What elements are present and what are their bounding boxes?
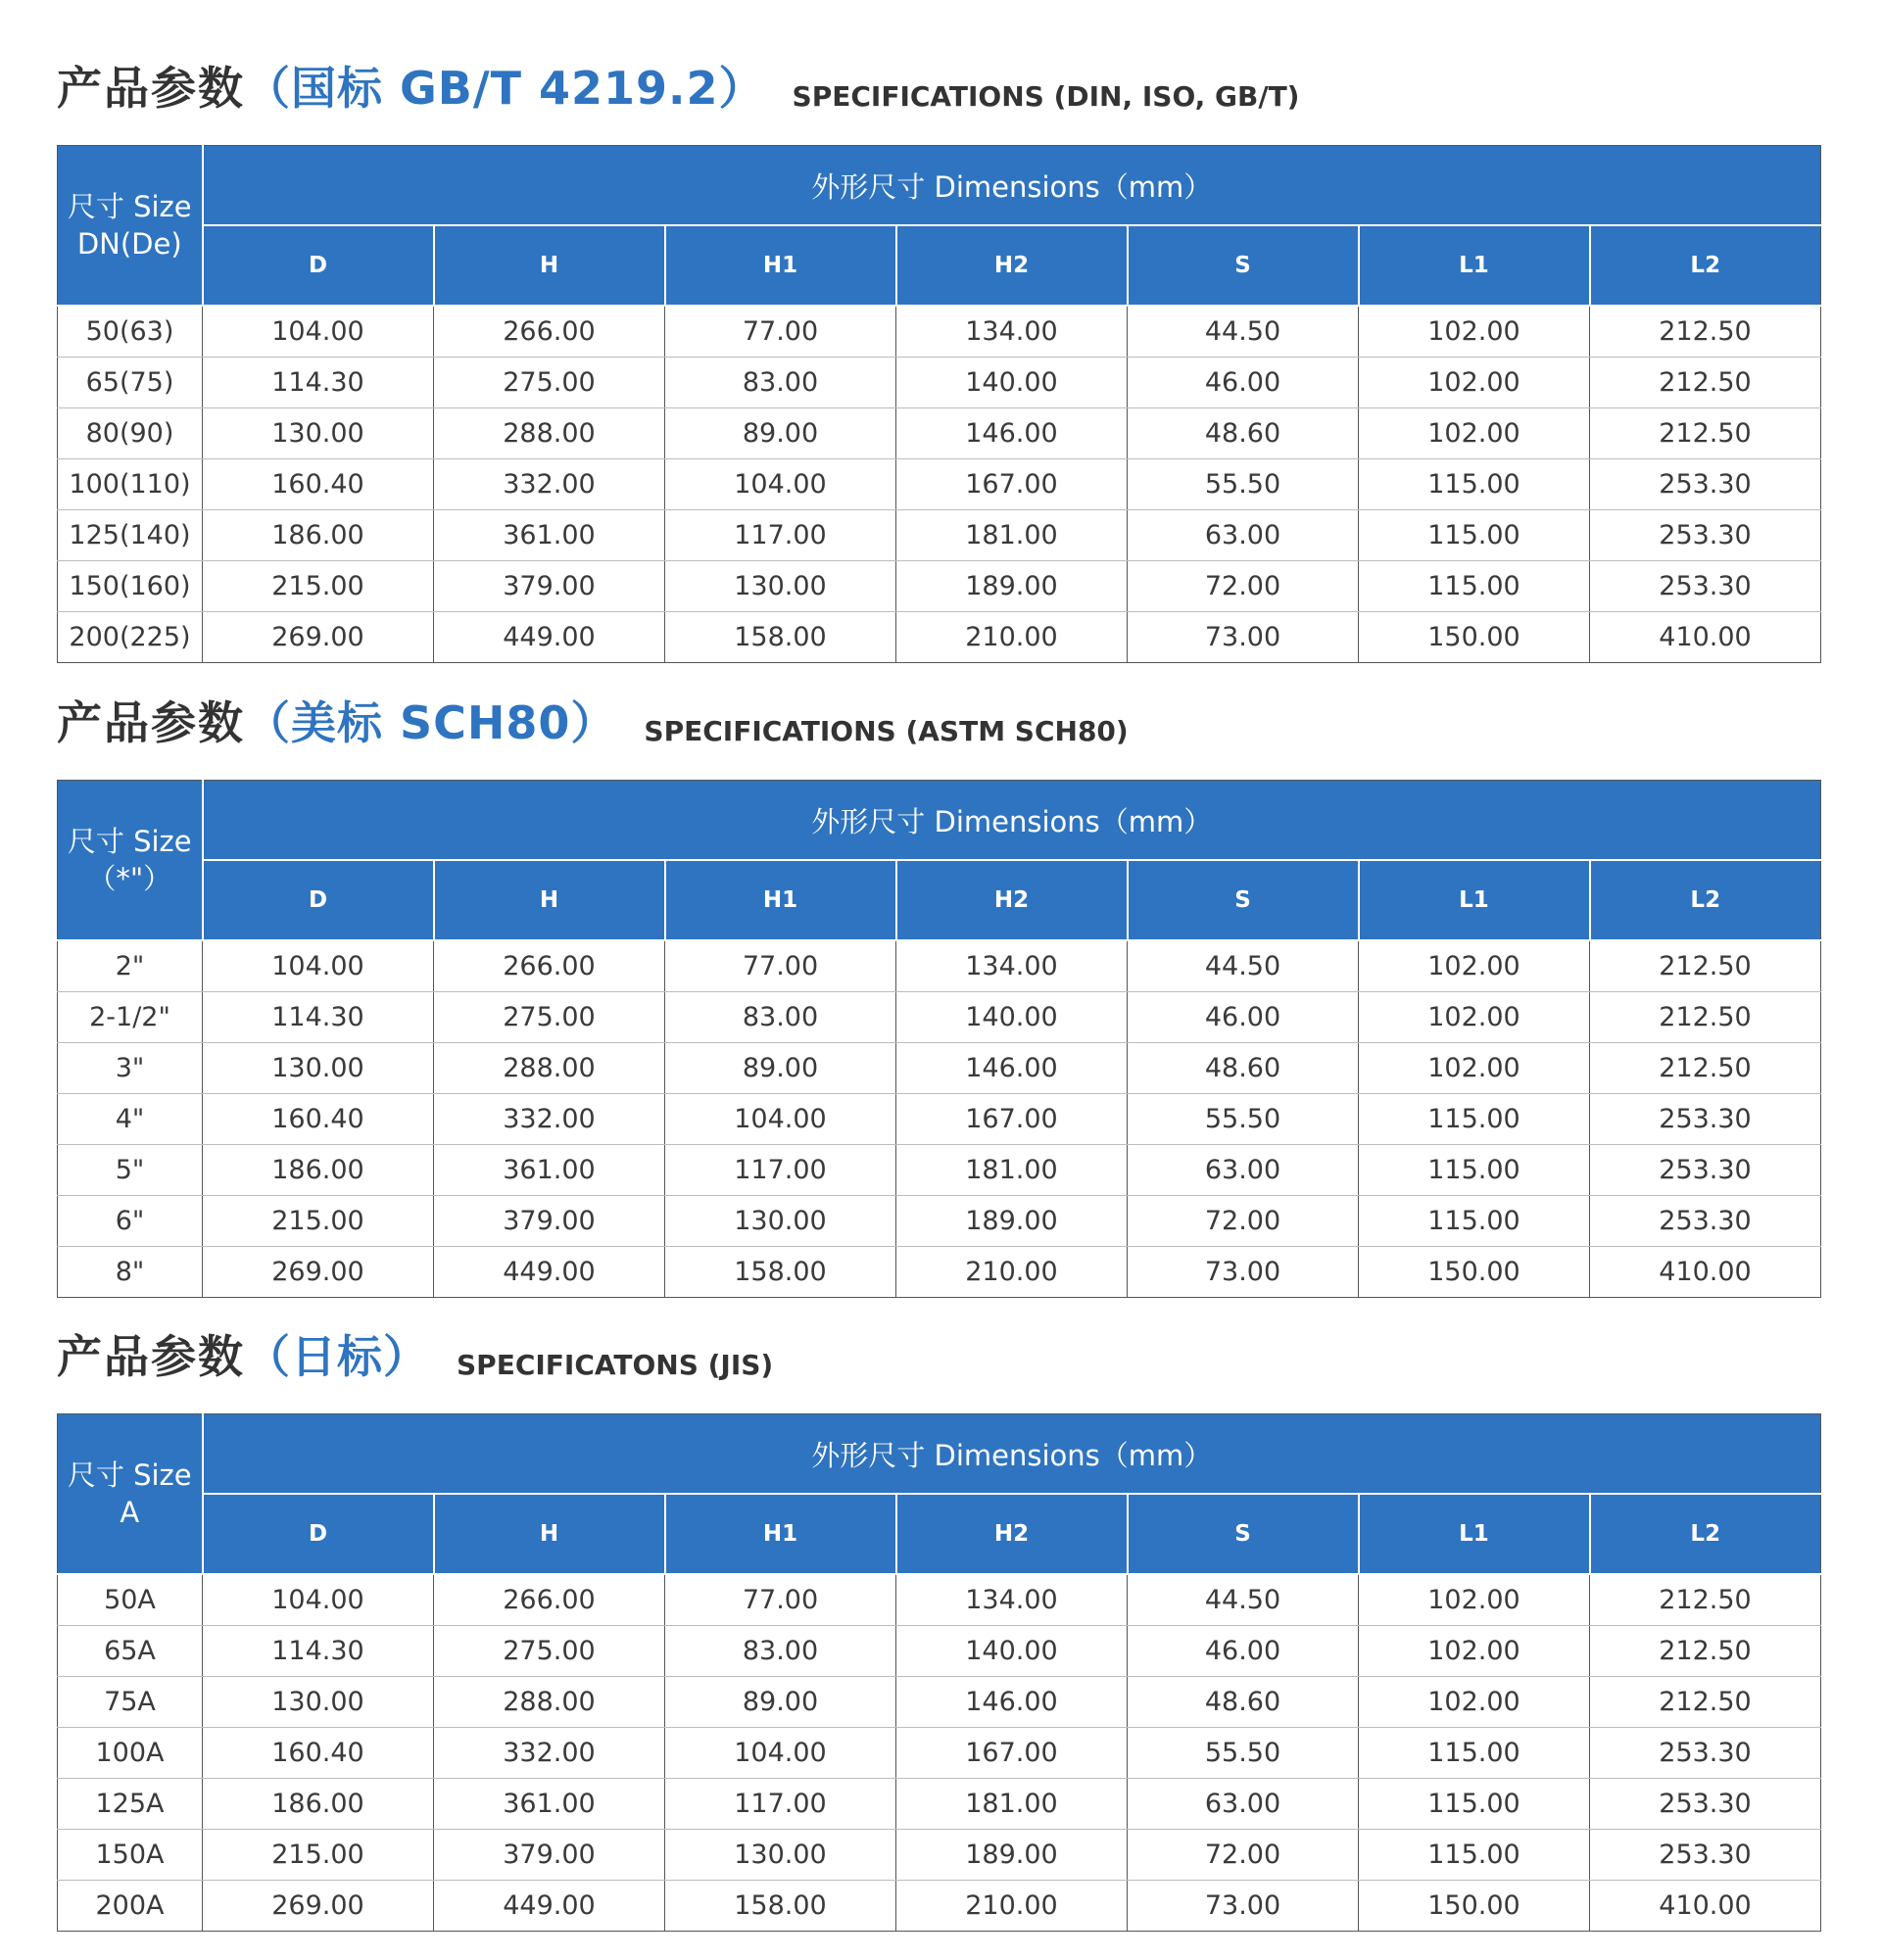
section-title: [57, 1308, 1820, 1386]
section-title-standard: （美标 SCH80）: [245, 696, 617, 749]
value-cell-h2: 210.00: [896, 1247, 1128, 1298]
size-cell: 5": [58, 1145, 203, 1196]
value-cell-s: 73.00: [1128, 1247, 1359, 1298]
table-row: [58, 510, 1821, 561]
value-cell-h2: 181.00: [896, 1145, 1128, 1196]
value-cell-s: 63.00: [1128, 1145, 1359, 1196]
value-cell-d: 269.00: [203, 1247, 434, 1298]
value-cell-d: 130.00: [203, 1043, 434, 1094]
size-header-line2: （*"）: [87, 862, 172, 895]
value-cell-l1: 115.00: [1359, 1094, 1590, 1145]
dimensions-group-header: 外形尺寸 Dimensions（mm）: [203, 1414, 1821, 1495]
value-cell-d: 104.00: [203, 1574, 434, 1626]
value-cell-h: 379.00: [434, 1196, 665, 1247]
value-cell-h1: 104.00: [665, 459, 896, 510]
value-cell-s: 72.00: [1128, 561, 1359, 612]
value-cell-l1: 115.00: [1359, 510, 1590, 561]
size-cell: 4": [58, 1094, 203, 1145]
table-body: [58, 940, 1821, 1298]
value-cell-l2: 212.50: [1590, 1626, 1821, 1677]
table-row: [58, 1094, 1821, 1145]
value-cell-d: 269.00: [203, 612, 434, 663]
column-header-h2: H2: [896, 1494, 1128, 1574]
section-title-cn: 产品参数: [57, 62, 245, 115]
value-cell-h2: 134.00: [896, 940, 1128, 992]
value-cell-h: 449.00: [434, 612, 665, 663]
value-cell-d: 186.00: [203, 1145, 434, 1196]
value-cell-l1: 115.00: [1359, 1830, 1590, 1881]
value-cell-l2: 253.30: [1590, 1779, 1821, 1830]
table-row: [58, 1881, 1821, 1932]
value-cell-h2: 167.00: [896, 1094, 1128, 1145]
value-cell-h2: 146.00: [896, 1043, 1128, 1094]
size-cell: 6": [58, 1196, 203, 1247]
table-row: [58, 1196, 1821, 1247]
value-cell-h1: 89.00: [665, 1677, 896, 1728]
spec-section-jis: [57, 1308, 1820, 1932]
table-body: [58, 306, 1821, 663]
value-cell-h2: 181.00: [896, 510, 1128, 561]
value-cell-s: 44.50: [1128, 306, 1359, 358]
size-cell: 150A: [58, 1830, 203, 1881]
value-cell-d: 114.30: [203, 1626, 434, 1677]
value-cell-l1: 115.00: [1359, 1779, 1590, 1830]
table-row: [58, 1247, 1821, 1298]
column-header-d: D: [203, 1494, 434, 1574]
value-cell-l2: 212.50: [1590, 1677, 1821, 1728]
value-cell-h1: 77.00: [665, 306, 896, 358]
value-cell-l1: 115.00: [1359, 1728, 1590, 1779]
size-column-header: [58, 146, 203, 307]
column-header-h2: H2: [896, 225, 1128, 306]
value-cell-s: 48.60: [1128, 1043, 1359, 1094]
value-cell-d: 269.00: [203, 1881, 434, 1932]
value-cell-s: 55.50: [1128, 459, 1359, 510]
section-title-standard: （日标）: [245, 1330, 429, 1383]
value-cell-h: 266.00: [434, 306, 665, 358]
table-row: [58, 1830, 1821, 1881]
value-cell-h1: 130.00: [665, 1830, 896, 1881]
value-cell-l2: 212.50: [1590, 940, 1821, 992]
value-cell-s: 63.00: [1128, 510, 1359, 561]
spec-section-astm: [57, 674, 1820, 1298]
value-cell-d: 215.00: [203, 1830, 434, 1881]
dimensions-group-header: 外形尺寸 Dimensions（mm）: [203, 146, 1821, 226]
value-cell-l2: 410.00: [1659, 622, 1752, 652]
value-cell-l1: 115.00: [1359, 1145, 1590, 1196]
value-cell-h2: 167.00: [896, 1728, 1128, 1779]
size-cell: 200A: [58, 1881, 203, 1932]
value-cell-h1: 83.00: [665, 1626, 896, 1677]
value-cell-l1: 102.00: [1359, 1677, 1590, 1728]
value-cell-h1: 83.00: [665, 358, 896, 408]
value-cell-h1: 158.00: [665, 1247, 896, 1298]
value-cell-h: 275.00: [434, 1626, 665, 1677]
value-cell-h2: 167.00: [896, 459, 1128, 510]
value-cell-h2: 140.00: [896, 358, 1128, 408]
value-cell-d: 160.40: [203, 459, 434, 510]
column-header-l1: L1: [1359, 860, 1590, 940]
value-cell-h1: 77.00: [665, 1574, 896, 1626]
table-row: [58, 940, 1821, 992]
table-row: [58, 306, 1821, 358]
value-cell-h1: 130.00: [665, 1196, 896, 1247]
section-title-standard: （国标 GB/T 4219.2）: [245, 62, 765, 115]
table-row: [58, 1574, 1821, 1626]
value-cell-h: 332.00: [434, 459, 665, 510]
value-cell-h1: 117.00: [665, 1145, 896, 1196]
column-header-s: S: [1128, 225, 1359, 306]
value-cell-l2: 253.30: [1590, 1145, 1821, 1196]
value-cell-l2: 212.50: [1590, 408, 1821, 459]
value-cell-s: 44.50: [1128, 940, 1359, 992]
value-cell-d: 130.00: [203, 1677, 434, 1728]
value-cell-h2: 181.00: [896, 1779, 1128, 1830]
column-header-d: D: [203, 860, 434, 940]
value-cell-s: 73.00: [1128, 612, 1359, 663]
value-cell-h2: 189.00: [896, 1196, 1128, 1247]
value-cell-l1: 102.00: [1359, 1574, 1590, 1626]
size-header-line1: 尺寸 Size: [67, 825, 192, 858]
value-cell-s: 72.00: [1128, 1830, 1359, 1881]
column-header-h1: H1: [665, 860, 896, 940]
value-cell-h: 266.00: [434, 1574, 665, 1626]
value-cell-l2: 253.30: [1590, 1728, 1821, 1779]
size-cell: 50A: [58, 1574, 203, 1626]
value-cell-l2: 253.30: [1590, 561, 1821, 612]
value-cell-s: 73.00: [1128, 1881, 1359, 1932]
value-cell-h2: 134.00: [896, 306, 1128, 358]
table-row: [58, 408, 1821, 459]
value-cell-d: 160.40: [203, 1094, 434, 1145]
value-cell-d: 215.00: [203, 561, 434, 612]
value-cell-h2: 146.00: [896, 408, 1128, 459]
size-cell: 125(140): [58, 510, 203, 561]
value-cell-h2: 134.00: [896, 1574, 1128, 1626]
column-header-h1: H1: [665, 225, 896, 306]
value-cell-h2: 146.00: [896, 1677, 1128, 1728]
value-cell-l2: 253.30: [1590, 1196, 1821, 1247]
size-header-line2: DN(De): [76, 227, 182, 261]
value-cell-h1: 117.00: [665, 1779, 896, 1830]
value-cell-l1: 150.00: [1359, 1881, 1590, 1932]
value-cell-l1: 102.00: [1359, 992, 1590, 1043]
value-cell-h2: 210.00: [896, 1881, 1128, 1932]
column-header-s: S: [1128, 1494, 1359, 1574]
size-cell: 8": [58, 1247, 203, 1298]
value-cell-s: 46.00: [1128, 358, 1359, 408]
value-cell-h: 361.00: [434, 1779, 665, 1830]
table-row: [58, 358, 1821, 408]
column-header-l2: L2: [1590, 225, 1821, 306]
column-header-s: S: [1128, 860, 1359, 940]
size-cell: 65A: [58, 1626, 203, 1677]
table-row: [58, 1728, 1821, 1779]
value-cell-h1: 158.00: [665, 612, 896, 663]
value-cell-l2: 253.30: [1590, 459, 1821, 510]
size-cell: 200(225): [58, 612, 203, 663]
value-cell-h: 288.00: [434, 1677, 665, 1728]
table-body: [58, 1574, 1821, 1932]
size-header-line2: A: [120, 1496, 140, 1529]
column-header-h1: H1: [665, 1494, 896, 1574]
value-cell-l1: 102.00: [1359, 306, 1590, 358]
value-cell-h1: 89.00: [665, 1043, 896, 1094]
value-cell-d: 114.30: [203, 992, 434, 1043]
value-cell-h1: 130.00: [665, 561, 896, 612]
value-cell-l1: 102.00: [1359, 408, 1590, 459]
size-cell: 80(90): [58, 408, 203, 459]
value-cell-l2: 212.50: [1590, 1574, 1821, 1626]
column-header-l2: L2: [1590, 860, 1821, 940]
value-cell-d: 130.00: [203, 408, 434, 459]
column-header-h: H: [434, 225, 665, 306]
value-cell-d: 215.00: [203, 1196, 434, 1247]
section-title: [57, 674, 1820, 752]
column-header-h: H: [434, 1494, 665, 1574]
value-cell-s: 55.50: [1128, 1728, 1359, 1779]
value-cell-d: 104.00: [203, 306, 434, 358]
spec-section-gbt: [57, 39, 1820, 663]
value-cell-d: 186.00: [203, 1779, 434, 1830]
value-cell-d: 114.30: [203, 358, 434, 408]
table-row: [58, 1145, 1821, 1196]
section-title-en: SPECIFICATIONS (ASTM SCH80): [644, 715, 1129, 747]
value-cell-h: 379.00: [434, 1830, 665, 1881]
table-row: [58, 459, 1821, 510]
column-header-h: H: [434, 860, 665, 940]
value-cell-l1: 115.00: [1359, 459, 1590, 510]
value-cell-h1: 104.00: [665, 1728, 896, 1779]
value-cell-s: 44.50: [1128, 1574, 1359, 1626]
value-cell-s: 48.60: [1128, 408, 1359, 459]
value-cell-l1: 150.00: [1359, 612, 1590, 663]
value-cell-l2: 212.50: [1590, 1043, 1821, 1094]
dimension-column-headers: [58, 860, 1821, 940]
value-cell-l2: 253.30: [1590, 510, 1821, 561]
value-cell-h: 332.00: [434, 1728, 665, 1779]
value-cell-d: 186.00: [203, 510, 434, 561]
section-title-cn: 产品参数: [57, 696, 245, 749]
table-row: [58, 1043, 1821, 1094]
column-header-l2: L2: [1590, 1494, 1821, 1574]
value-cell-h: 379.00: [434, 561, 665, 612]
value-cell-h: 288.00: [434, 408, 665, 459]
size-cell: 3": [58, 1043, 203, 1094]
value-cell-h: 275.00: [434, 358, 665, 408]
value-cell-l1: 150.00: [1359, 1247, 1590, 1298]
value-cell-s: 72.00: [1128, 1196, 1359, 1247]
value-cell-d: 160.40: [203, 1728, 434, 1779]
value-cell-h2: 189.00: [896, 1830, 1128, 1881]
value-cell-h: 449.00: [434, 1881, 665, 1932]
column-header-l1: L1: [1359, 225, 1590, 306]
size-cell: 75A: [58, 1677, 203, 1728]
value-cell-s: 46.00: [1128, 1626, 1359, 1677]
value-cell-l2: 410.00: [1659, 1257, 1752, 1287]
table-row: [58, 992, 1821, 1043]
value-cell-l1: 102.00: [1359, 358, 1590, 408]
dimension-column-headers: [58, 1494, 1821, 1574]
value-cell-h1: 104.00: [665, 1094, 896, 1145]
column-header-d: D: [203, 225, 434, 306]
value-cell-s: 46.00: [1128, 992, 1359, 1043]
value-cell-h: 266.00: [434, 940, 665, 992]
value-cell-l2: 253.30: [1590, 1094, 1821, 1145]
value-cell-h: 288.00: [434, 1043, 665, 1094]
value-cell-l1: 102.00: [1359, 1043, 1590, 1094]
size-cell: 100A: [58, 1728, 203, 1779]
size-cell: 100(110): [58, 459, 203, 510]
dimensions-group-header: 外形尺寸 Dimensions（mm）: [203, 781, 1821, 861]
value-cell-d: 104.00: [203, 940, 434, 992]
size-cell: 125A: [58, 1779, 203, 1830]
size-cell: 2": [58, 940, 203, 992]
value-cell-l1: 102.00: [1359, 940, 1590, 992]
value-cell-h2: 210.00: [896, 612, 1128, 663]
value-cell-h: 332.00: [434, 1094, 665, 1145]
value-cell-l2: 410.00: [1659, 1890, 1752, 1921]
spec-table: [57, 145, 1821, 663]
size-cell: 65(75): [58, 358, 203, 408]
value-cell-h2: 189.00: [896, 561, 1128, 612]
size-header-line1: 尺寸 Size: [67, 190, 192, 223]
value-cell-s: 48.60: [1128, 1677, 1359, 1728]
value-cell-s: 63.00: [1128, 1779, 1359, 1830]
value-cell-l1: 115.00: [1359, 1196, 1590, 1247]
section-title-cn: 产品参数: [57, 1330, 245, 1383]
column-header-l1: L1: [1359, 1494, 1590, 1574]
value-cell-l1: 102.00: [1359, 1626, 1590, 1677]
value-cell-h2: 140.00: [896, 1626, 1128, 1677]
section-title-en: SPECIFICATONS (JIS): [457, 1349, 774, 1381]
spec-table: [57, 1413, 1821, 1932]
size-cell: 150(160): [58, 561, 203, 612]
section-title-en: SPECIFICATIONS (DIN, ISO, GB/T): [792, 80, 1300, 113]
size-cell: 50(63): [58, 306, 203, 358]
value-cell-h2: 140.00: [896, 992, 1128, 1043]
value-cell-h1: 77.00: [665, 940, 896, 992]
column-header-h2: H2: [896, 860, 1128, 940]
value-cell-h1: 158.00: [665, 1881, 896, 1932]
value-cell-l2: 253.30: [1590, 1830, 1821, 1881]
value-cell-h1: 83.00: [665, 992, 896, 1043]
table-row: [58, 612, 1821, 663]
value-cell-h1: 89.00: [665, 408, 896, 459]
value-cell-h: 449.00: [434, 1247, 665, 1298]
section-title: [57, 39, 1820, 118]
size-cell: 2-1/2": [58, 992, 203, 1043]
table-row: [58, 1626, 1821, 1677]
value-cell-h: 361.00: [434, 510, 665, 561]
table-row: [58, 1779, 1821, 1830]
value-cell-h: 275.00: [434, 992, 665, 1043]
value-cell-h1: 117.00: [665, 510, 896, 561]
value-cell-l2: 212.50: [1590, 992, 1821, 1043]
value-cell-l1: 115.00: [1359, 561, 1590, 612]
value-cell-l2: 212.50: [1590, 306, 1821, 358]
table-row: [58, 561, 1821, 612]
dimension-column-headers: [58, 225, 1821, 306]
value-cell-s: 55.50: [1128, 1094, 1359, 1145]
table-row: [58, 1677, 1821, 1728]
spec-table: [57, 780, 1821, 1298]
size-column-header: [58, 1414, 203, 1575]
value-cell-h: 361.00: [434, 1145, 665, 1196]
size-header-line1: 尺寸 Size: [67, 1458, 192, 1492]
size-column-header: [58, 781, 203, 941]
value-cell-l2: 212.50: [1590, 358, 1821, 408]
